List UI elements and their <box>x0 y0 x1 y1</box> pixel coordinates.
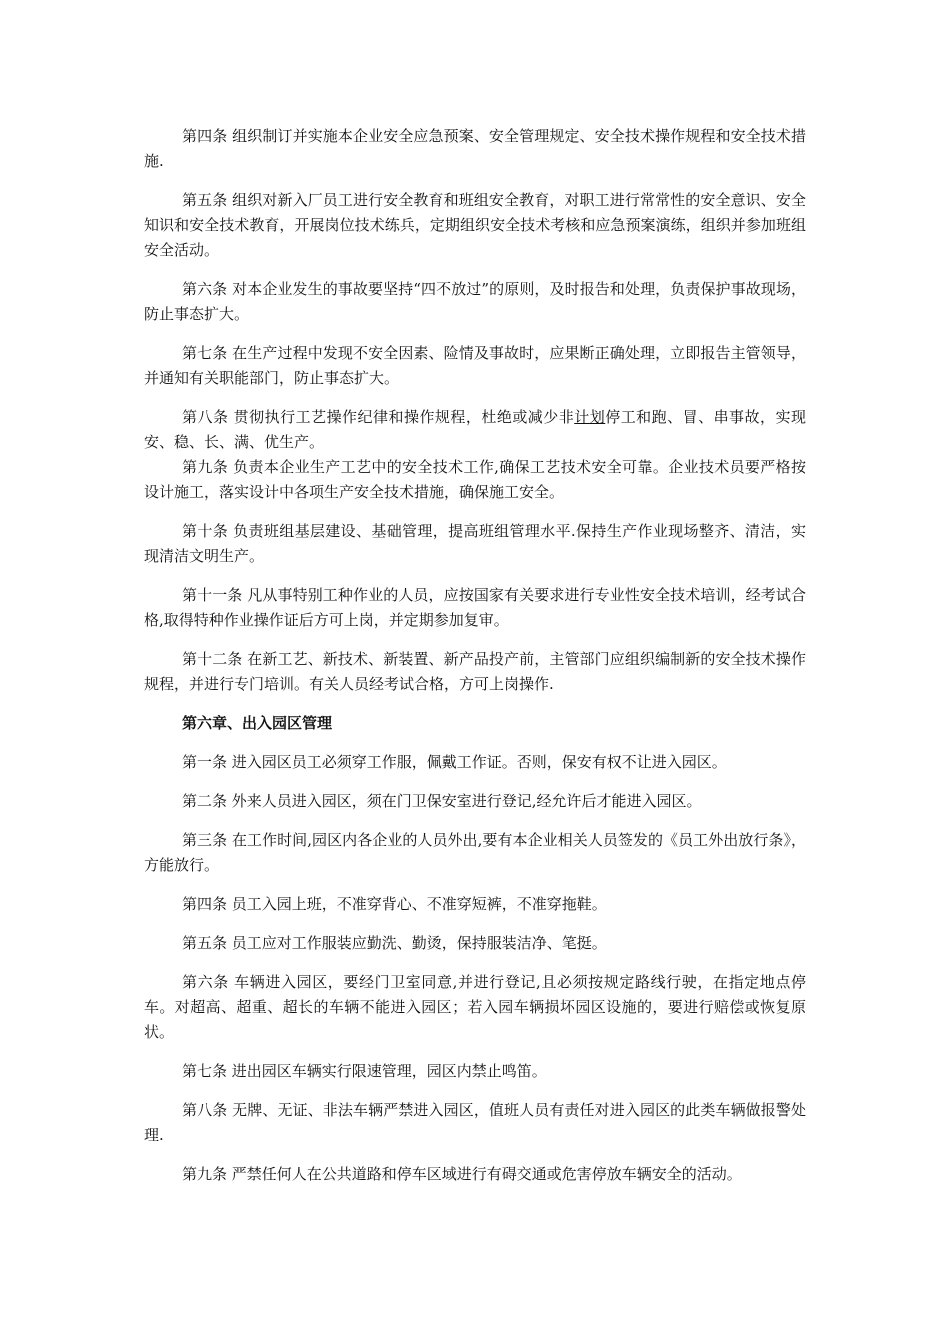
article-8-text-before: 第八条 贯彻执行工艺操作纪律和操作规程，杜绝或减少非 <box>182 408 575 426</box>
chapter-6-article-5: 第五条 员工应对工作服装应勤洗、勤烫，保持服装洁净、笔挺。 <box>182 934 607 952</box>
chapter-6-article-3: 第三条 在工作时间,园区内各企业的人员外出,要有本企业相关人员签发的《员工外出放行条》，方能放行。 <box>144 831 806 874</box>
article-9: 第九条 负责本企业生产工艺中的安全技术工作,确保工艺技术安全可靠。企业技术员要严格按设计施工，落实设计中各项生产安全技术措施，确保施工安全。 <box>144 458 806 501</box>
chapter-6-article-8: 第八条 无牌、无证、非法车辆严禁进入园区，值班人员有责任对进入园区的此类车辆做报警处理. <box>144 1101 806 1144</box>
article-5: 第五条 组织对新入厂员工进行安全教育和班组安全教育，对职工进行常常性的安全意识、安全知识和安全技术教育，开展岗位技术练兵，定期组织安全技术考核和应急预案演练，组织并参加班组安全活动。 <box>144 191 806 259</box>
chapter-6-heading: 第六章、出入园区管理 <box>182 714 333 732</box>
article-7: 第七条 在生产过程中发现不安全因素、险情及事故时，应果断正确处理，立即报告主管领导，并通知有关职能部门，防止事态扩大。 <box>144 344 806 387</box>
article-8 <box>144 405 806 455</box>
article-12: 第十二条 在新工艺、新技术、新装置、新产品投产前，主管部门应组织编制新的安全技术操作规程，并进行专门培训。有关人员经考试合格，方可上岗操作. <box>144 650 806 693</box>
chapter-6-article-4: 第四条 员工入园上班，不准穿背心、不准穿短裤，不准穿拖鞋。 <box>182 895 607 913</box>
article-8-text-after: 停工和跑、冒、串事故，实现安、稳、长、满、优生产。 <box>144 408 806 451</box>
chapter-6-article-7: 第七条 进出园区车辆实行限速管理，园区内禁止鸣笛。 <box>182 1062 547 1080</box>
chapter-6-article-1: 第一条 进入园区员工必须穿工作服，佩戴工作证。否则，保安有权不让进入园区。 <box>182 753 727 771</box>
article-4: 第四条 组织制订并实施本企业安全应急预案、安全管理规定、安全技术操作规程和安全技术措施. <box>144 127 806 170</box>
chapter-6-article-2: 第二条 外来人员进入园区，须在门卫保安室进行登记,经允许后才能进入园区。 <box>182 792 702 810</box>
chapter-6-article-9: 第九条 严禁任何人在公共道路和停车区域进行有碍交通或危害停放车辆安全的活动。 <box>182 1165 742 1183</box>
chapter-6-article-6: 第六条 车辆进入园区，要经门卫室同意,并进行登记,且必须按规定路线行驶，在指定地点停车。对超高、超重、超长的车辆不能进入园区；若入园车辆损坏园区设施的，要进行赔偿或恢复原状。 <box>144 973 806 1041</box>
article-11: 第十一条 凡从事特别工种作业的人员，应按国家有关要求进行专业性安全技术培训，经考试合格,取得特种作业操作证后方可上岗，并定期参加复审。 <box>144 586 806 629</box>
document-page <box>144 124 806 1201</box>
article-10: 第十条 负责班组基层建设、基础管理，提高班组管理水平.保持生产作业现场整齐、清洁，实现清洁文明生产。 <box>144 522 806 565</box>
article-6: 第六条 对本企业发生的事故要坚持“四不放过”的原则，及时报告和处理，负责保护事故现场，防止事态扩大。 <box>144 280 806 323</box>
plan-link[interactable]: 计划 <box>574 408 606 426</box>
